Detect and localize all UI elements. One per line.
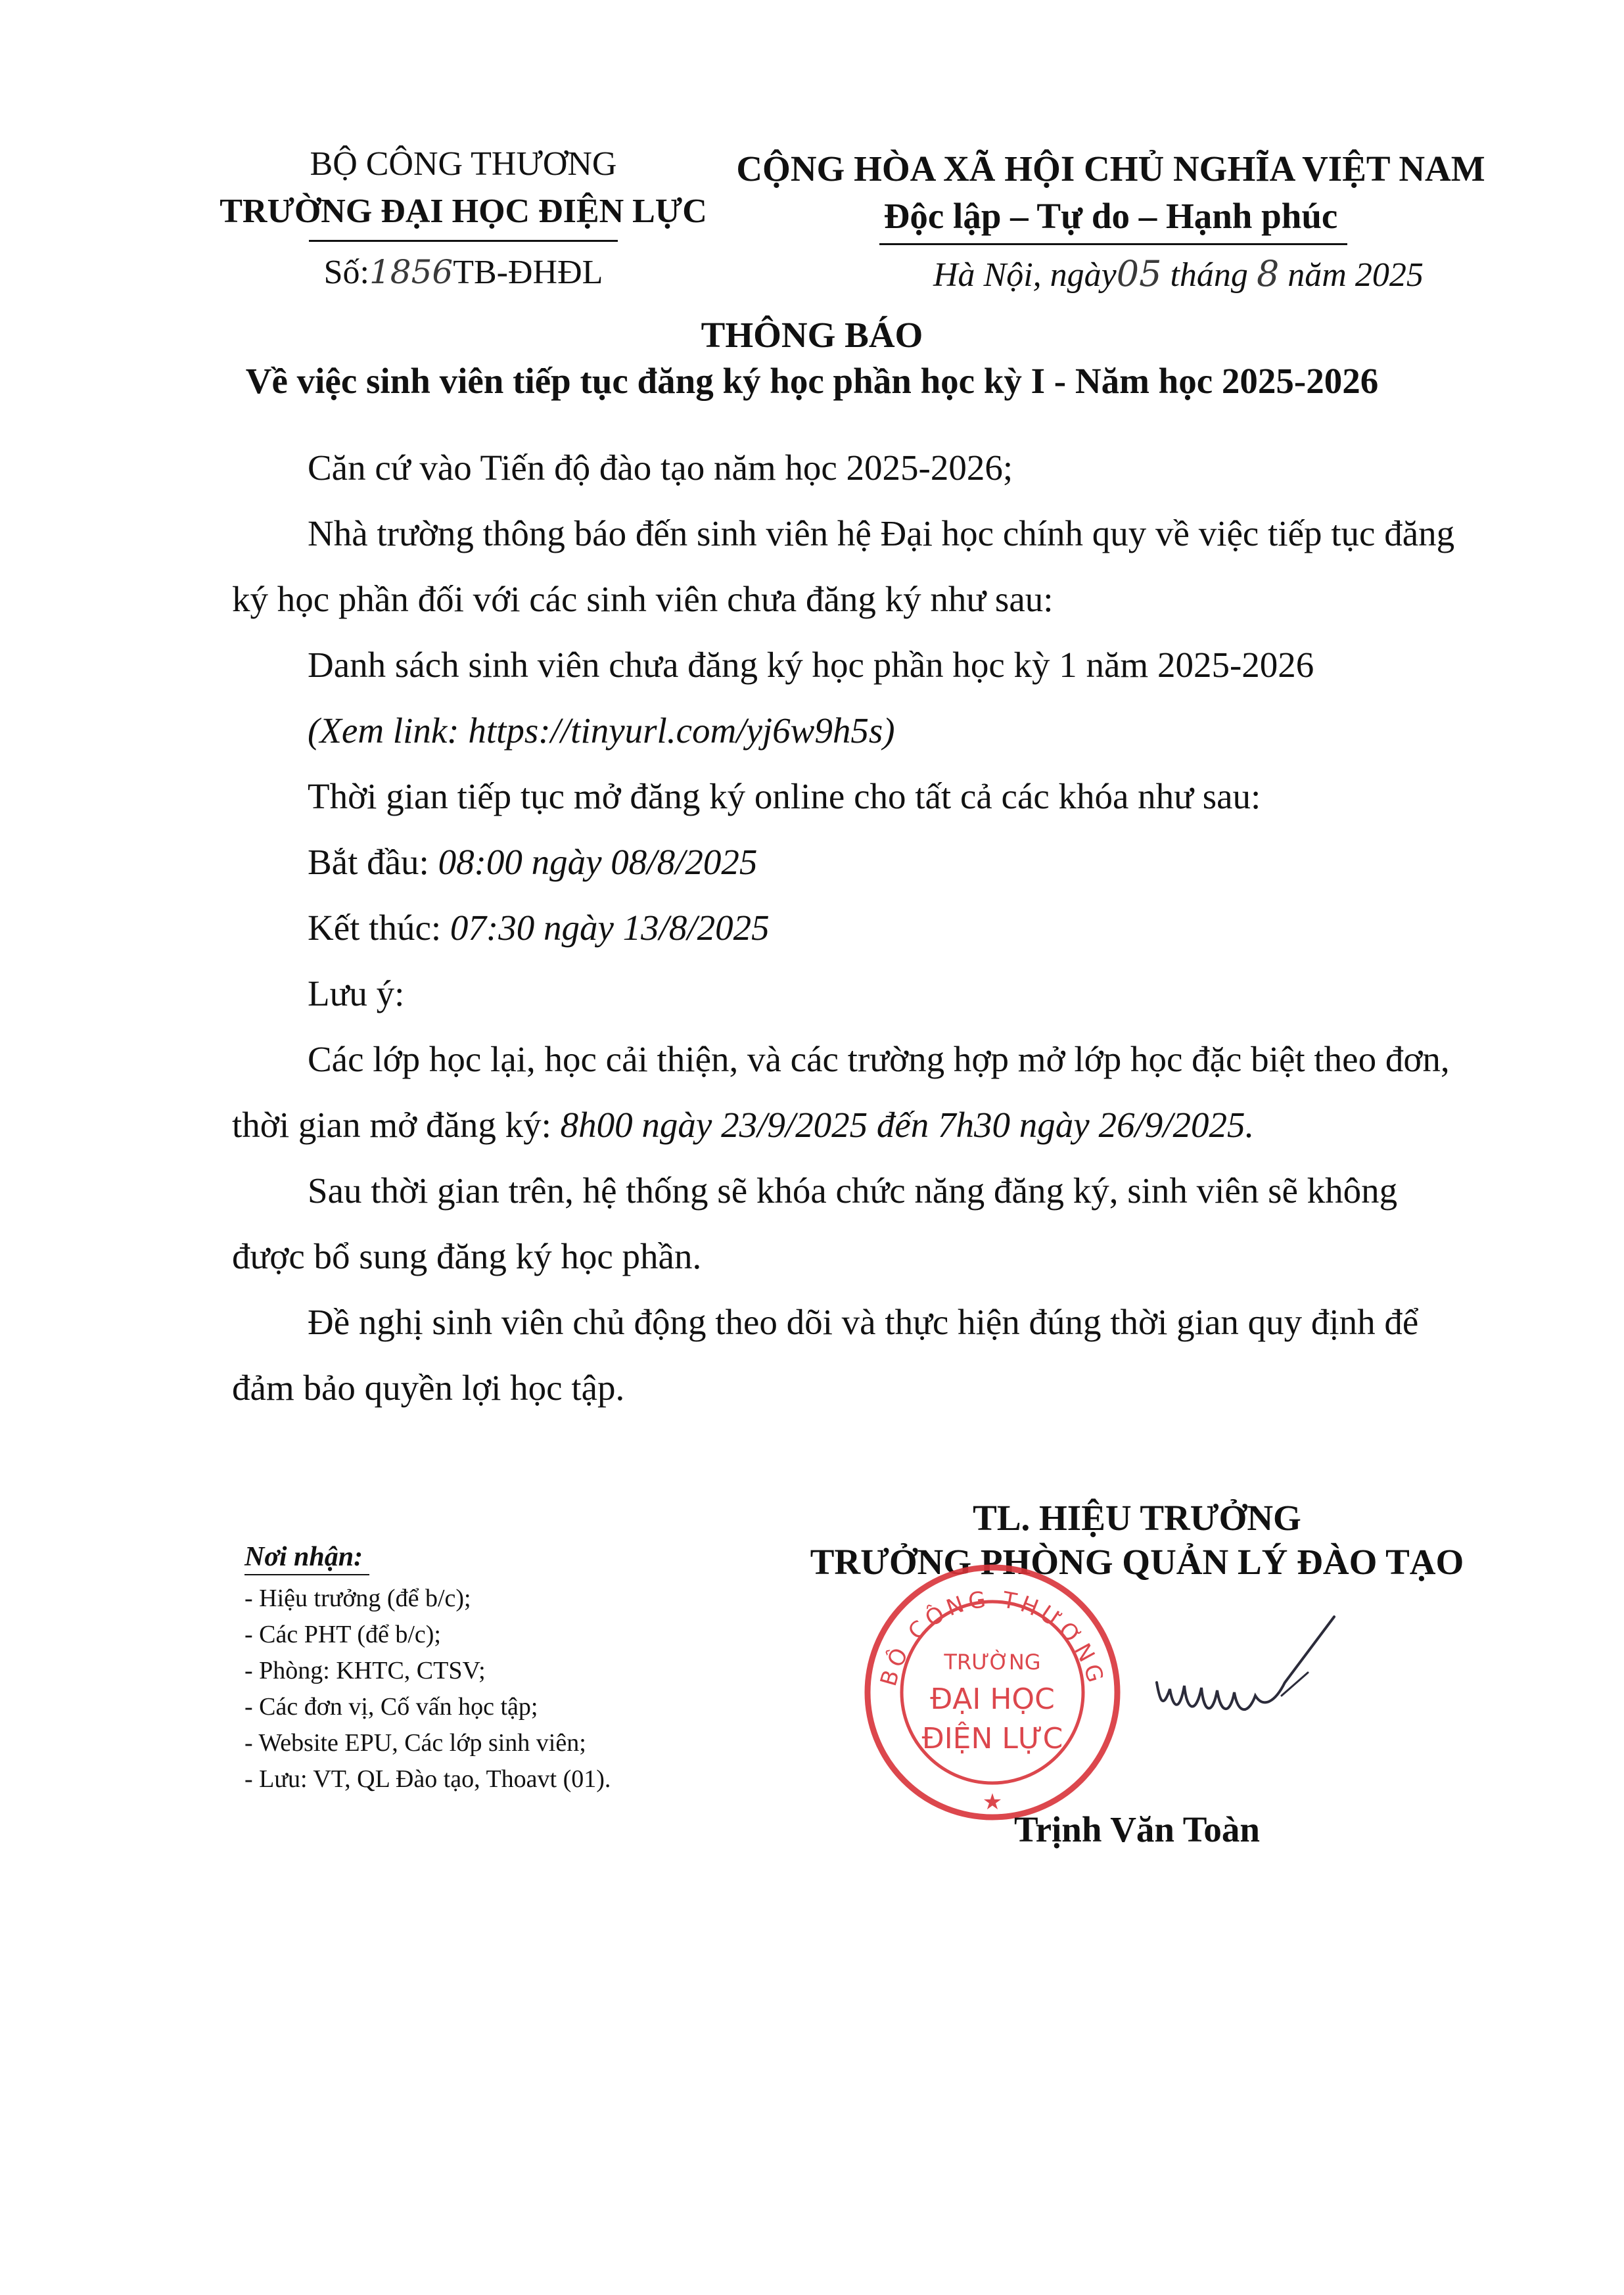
special-classes-period: 8h00 ngày 23/9/2025 đến 7h30 ngày 26/9/2025.: [560, 1105, 1255, 1145]
date-day-handwritten: 05: [1116, 253, 1162, 294]
school-name: TRƯỜNG ĐẠI HỌC ĐIỆN LỰC: [220, 193, 707, 230]
svg-text:ĐẠI HỌC: ĐẠI HỌC: [930, 1682, 1055, 1716]
date-month-handwritten: 8: [1256, 253, 1280, 294]
recipient-item: - Lưu: VT, QL Đào tạo, Thoavt (01).: [244, 1765, 611, 1793]
signatory-position: TRƯỞNG PHÒNG QUẢN LÝ ĐÀO TẠO: [810, 1542, 1464, 1582]
start-label: Bắt đầu:: [308, 842, 429, 882]
svg-text:TRƯỜNG: TRƯỜNG: [944, 1650, 1041, 1675]
recipient-item: - Các đơn vị, Cố vấn học tập;: [244, 1693, 538, 1721]
student-list-link[interactable]: (Xem link: https://tinyurl.com/yj6w9h5s): [308, 710, 895, 751]
document-title: THÔNG BÁO: [701, 315, 923, 355]
special-classes-prefix: thời gian mở đăng ký:: [232, 1105, 551, 1145]
document-number: [197, 253, 730, 292]
start-value: 08:00 ngày 08/8/2025: [438, 842, 758, 882]
recipients-title-underline: [244, 1574, 369, 1575]
registration-end: [308, 907, 770, 948]
country-name: CỘNG HÒA XÃ HỘI CHỦ NGHĨA VIỆT NAM: [736, 149, 1485, 189]
date-month-label: tháng: [1170, 256, 1248, 294]
end-value: 07:30 ngày 13/8/2025: [450, 908, 770, 948]
basis-paragraph: Căn cứ vào Tiến độ đào tạo năm học 2025-2026;: [308, 448, 1013, 488]
date-year: năm 2025: [1288, 256, 1424, 294]
handwritten-signature: [1144, 1604, 1354, 1748]
issue-date: [933, 253, 1485, 294]
recipient-item: - Các PHT (để b/c);: [244, 1621, 441, 1648]
svg-text:★: ★: [982, 1789, 1003, 1815]
recipient-item: - Website EPU, Các lớp sinh viên;: [244, 1729, 586, 1757]
announcement-line-2: ký học phần đối với các sinh viên chưa đăng ký như sau:: [232, 579, 1054, 619]
registration-period-intro: Thời gian tiếp tục mở đăng ký online cho tất cả các khóa như sau:: [308, 776, 1261, 816]
special-classes-line-2: [232, 1104, 1254, 1146]
request-line-1: Đề nghị sinh viên chủ động theo dõi và thực hiện đúng thời gian quy định để: [308, 1302, 1419, 1342]
lock-notice-line-1: Sau thời gian trên, hệ thống sẽ khóa chức năng đăng ký, sinh viên sẽ không: [308, 1171, 1398, 1211]
document-number-prefix: Số:: [323, 254, 369, 291]
request-line-2: đảm bảo quyền lợi học tập.: [232, 1368, 625, 1408]
signatory-name: Trịnh Văn Toàn: [1013, 1809, 1261, 1849]
motto-underline: [879, 243, 1347, 245]
svg-text:ĐIỆN LỰC: ĐIỆN LỰC: [921, 1722, 1063, 1755]
registration-start: [308, 841, 757, 883]
signatory-title: TL. HIỆU TRƯỞNG: [973, 1498, 1301, 1538]
recipient-item: - Hiệu trưởng (để b/c);: [244, 1585, 471, 1612]
note-label: Lưu ý:: [308, 973, 405, 1013]
student-list-line: Danh sách sinh viên chưa đăng ký học phần học kỳ 1 năm 2025-2026: [308, 645, 1314, 685]
ministry-name: BỘ CÔNG THƯƠNG: [310, 145, 617, 183]
document-subject: Về việc sinh viên tiếp tục đăng ký học phần học kỳ I - Năm học 2025-2026: [245, 361, 1379, 401]
announcement-line-1: Nhà trường thông báo đến sinh viên hệ Đại học chính quy về việc tiếp tục đăng: [308, 513, 1455, 553]
school-underline: [309, 240, 618, 242]
national-motto: Độc lập – Tự do – Hạnh phúc: [883, 196, 1338, 236]
special-classes-line-1: Các lớp học lại, học cải thiện, và các trường hợp mở lớp học đặc biệt theo đơn,: [308, 1039, 1450, 1079]
lock-notice-line-2: được bổ sung đăng ký học phần.: [232, 1236, 702, 1276]
end-label: Kết thúc:: [308, 908, 442, 948]
recipients-title: Nơi nhận:: [244, 1542, 363, 1572]
date-prefix: Hà Nội, ngày: [933, 256, 1117, 294]
svg-text:BỘ CÔNG THƯƠNG: BỘ CÔNG THƯƠNG: [875, 1586, 1110, 1690]
document-number-suffix: TB-ĐHĐL: [453, 254, 603, 291]
university-seal-stamp: [854, 1554, 1130, 1830]
recipient-item: - Phòng: KHTC, CTSV;: [244, 1657, 486, 1684]
document-number-handwritten: 1856: [369, 253, 453, 291]
